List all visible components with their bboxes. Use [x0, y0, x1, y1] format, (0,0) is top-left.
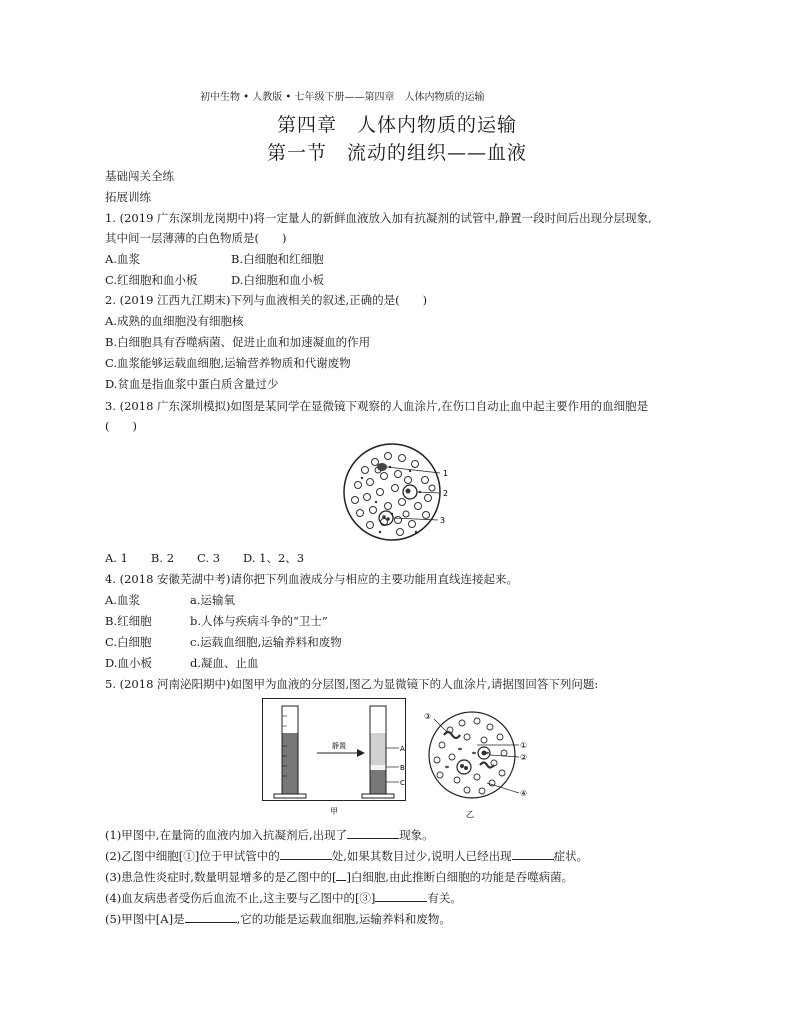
q4-right-item: d.凝血、止血: [190, 656, 259, 670]
answer-blank[interactable]: [375, 889, 427, 902]
q5-sub5-text-b: ,它的功能是运载血细胞,运输养料和废物。: [236, 912, 451, 926]
q5-sub3-text-b: ]白细胞,由此推断白细胞的功能是吞噬病菌。: [346, 870, 574, 884]
q4-right-item: c.运载血细胞,运输养料和废物: [190, 635, 342, 649]
q3-options: A. 1 B. 2 C. 3 D. 1、2、3: [105, 551, 305, 565]
figure-yi-smear: [422, 705, 542, 825]
chapter-title: 第四章 人体内物质的运输: [276, 114, 517, 136]
q5-sub1-text-b: 现象。: [399, 828, 434, 842]
q5-sub4-text-b: 有关。: [427, 891, 462, 905]
q5-sub3: [105, 868, 573, 885]
answer-blank[interactable]: [280, 847, 332, 860]
smear-label-3: 3: [440, 516, 446, 525]
layer-label-a: A: [400, 745, 405, 753]
q1-stem-line2: 其中间一层薄薄的白色物质是( ): [105, 231, 287, 245]
q2-stem: 2. (2019 江西九江期末)下列与血液相关的叙述,正确的是( ): [105, 293, 428, 307]
figure-jia-cylinders: [262, 698, 412, 818]
q5-sub5-text-a: (5)甲图中[A]是: [105, 912, 185, 926]
answer-blank[interactable]: [347, 826, 399, 839]
q4-right-item: b.人体与疾病斗争的“卫士”: [190, 614, 328, 628]
q1-option-d: D.白细胞和血小板: [231, 273, 324, 287]
q5-sub2-text-a: (2)乙图中细胞[①]位于甲试管中的: [105, 849, 280, 863]
yi-label-2: ②: [520, 753, 528, 762]
q4-left-item: C.白细胞: [105, 635, 152, 649]
yi-label-3: ③: [424, 712, 432, 721]
section-title: 第一节 流动的组织——血液: [266, 142, 527, 164]
q5-sub5: [105, 910, 451, 927]
section-heading-basic: 基础闯关全练: [105, 169, 174, 183]
q2-option-a: A.成熟的血细胞没有细胞核: [105, 314, 244, 328]
page-header: 初中生物 • 人教版 • 七年级下册——第四章 人体内物质的运输: [200, 92, 485, 103]
section-heading-extension: 拓展训练: [105, 190, 151, 204]
q5-sub2-text-c: 症状。: [553, 849, 589, 863]
q5-sub4: [105, 889, 462, 906]
q1-option-b: B.白细胞和红细胞: [231, 252, 324, 266]
figure-yi-caption: 乙: [466, 810, 474, 819]
q3-stem-line2: ( ): [105, 419, 137, 433]
q5-stem: 5. (2018 河南泌阳期中)如图甲为血液的分层图,图乙为显微镜下的人血涂片,请据图回答下列问题:: [105, 677, 599, 691]
layer-label-c: C: [400, 779, 405, 787]
q4-left-item: B.红细胞: [105, 614, 152, 628]
q4-left-item: A.血浆: [105, 593, 140, 607]
q2-option-d: D.贫血是指血浆中蛋白质含量过少: [105, 377, 279, 391]
layer-label-b: B: [400, 764, 405, 772]
answer-blank[interactable]: [336, 868, 346, 881]
q5-sub2: [105, 847, 588, 864]
q1-option-a: A.血浆: [105, 252, 140, 266]
q2-option-c: C.血浆能够运载血细胞,运输营养物质和代谢废物: [105, 356, 351, 370]
smear-label-2: 2: [443, 489, 449, 498]
blood-smear-figure: [340, 440, 470, 545]
q4-right-item: a.运输氧: [190, 593, 236, 607]
q2-option-b: B.白细胞具有吞噬病菌、促进止血和加速凝血的作用: [105, 335, 371, 349]
q3-stem-line1: 3. (2018 广东深圳模拟)如图是某同学在显微镜下观察的人血涂片,在伤口自动止血中起主要作用的血细胞是: [105, 399, 649, 413]
jia-arrow-label: 静置: [332, 742, 346, 750]
yi-label-1: ①: [520, 741, 528, 750]
q1-option-c: C.红细胞和血小板: [105, 273, 198, 287]
answer-blank[interactable]: [512, 847, 554, 860]
q5-sub4-text-a: (4)血友病患者受伤后血流不止,这主要与乙图中的[③]: [105, 891, 376, 905]
figure-jia-caption: 甲: [330, 807, 338, 816]
q1-stem-line1: 1. (2019 广东深圳龙岗期中)将一定量人的新鲜血液放入加有抗凝剂的试管中,静置一段时间后出现分层现象,: [105, 211, 652, 225]
yi-label-4: ④: [520, 789, 528, 798]
q5-sub1-text-a: (1)甲图中,在量筒的血液内加入抗凝剂后,出现了: [105, 828, 348, 842]
q5-sub1: [105, 826, 434, 843]
q4-stem: 4. (2018 安徽芜湖中考)请你把下列血液成分与相应的主要功能用直线连接起来。: [105, 572, 519, 586]
smear-label-1: 1: [443, 469, 449, 478]
q4-left-item: D.血小板: [105, 656, 152, 670]
q5-sub3-text-a: (3)患急性炎症时,数量明显增多的是乙图中的[: [105, 870, 337, 884]
answer-blank[interactable]: [185, 910, 237, 923]
q5-sub2-text-b: 处,如果其数目过少,说明人已经出现: [331, 849, 512, 863]
